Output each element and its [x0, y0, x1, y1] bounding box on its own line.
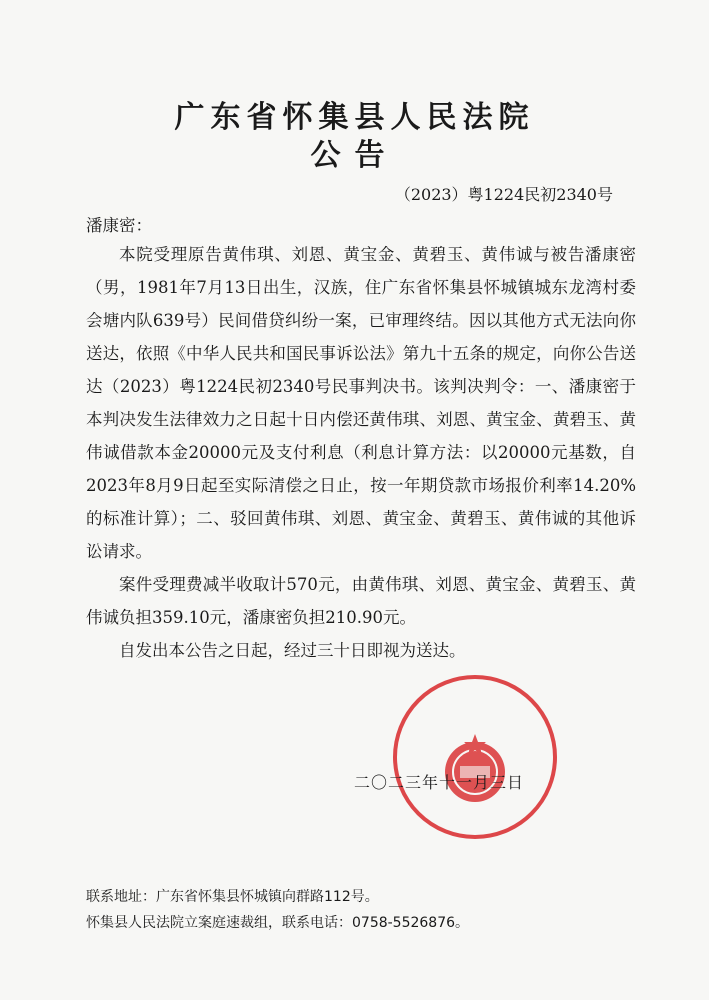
notice-title: 公告 — [310, 138, 399, 173]
notice-body — [86, 238, 636, 667]
paragraph-judgment: 本院受理原告黄伟琪、刘恩、黄宝金、黄碧玉、黄伟诚与被告潘康密（男，1981年7月13日出生，汉族，住广东省怀集县怀城镇城东龙湾村委会塘内队639号）民间借贷纠纷一案，已审理终结。因以其他方式无法向你送达，依照《中华人民共和国民事诉讼法》第九十五条的规定，向你公告送达（2023）粤1224民初2340号民事判决书。该判决判令：一、潘康密于本判决发生法律效力之日起十日内偿还黄伟琪、刘恩、黄宝金、黄碧玉、黄伟诚借款本金20000元及支付利息（利息计算方法：以20000元基数，自2023年8月9日起至实际清偿之日止，按一年期贷款市场报价利率14.20%的标准计算）；二、驳回黄伟琪、刘恩、黄宝金、黄碧玉、黄伟诚的其他诉讼请求。 — [86, 245, 636, 561]
contact-phone: 怀集县人民法院立案庭速裁组，联系电话：0758-5526876。 — [86, 915, 470, 931]
addressee: 潘康密： — [86, 216, 152, 235]
paragraph-fees: 案件受理费减半收取计570元，由黄伟琪、刘恩、黄宝金、黄碧玉、黄伟诚负担359.10元，潘康密负担210.90元。 — [86, 575, 636, 627]
notice-date: 二〇二三年十一月三日 — [354, 773, 525, 792]
footer-contact — [86, 884, 469, 936]
contact-address: 联系地址：广东省怀集县怀城镇向群路112号。 — [86, 889, 379, 905]
court-name-title: 广东省怀集县人民法院 — [174, 100, 535, 135]
case-number: （2023）粤1224民初2340号 — [394, 185, 613, 204]
paragraph-service: 自发出本公告之日起，经过三十日即视为送达。 — [119, 641, 466, 660]
court-seal-icon — [390, 672, 560, 842]
